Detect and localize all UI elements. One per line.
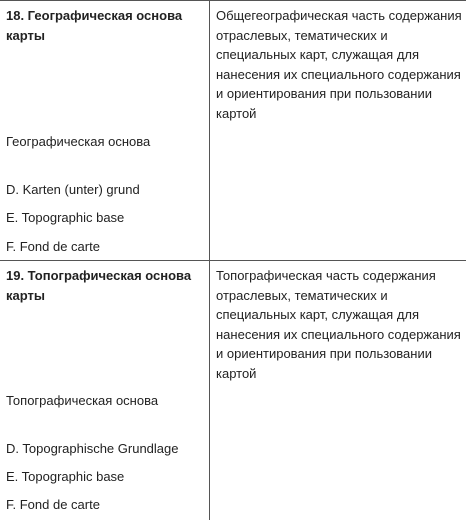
translation-en-18: E. Topographic base — [6, 210, 125, 225]
definition-18: Общегеографическая часть содержания отраслевых, тематических и специальных карт, служащая для нанесения их специального содержания и ориентирования при пользовании картой — [216, 8, 462, 121]
term-title-19: 19. Топографическая основа карты — [6, 268, 192, 303]
row-divider-top — [0, 0, 466, 1]
definition-19: Топографическая часть содержания отраслевых, тематических и специальных карт, служащая для нанесения их специального содержания и ориентирования при пользовании картой — [216, 268, 461, 381]
term-title-18: 18. Географическая основа карты — [6, 8, 183, 43]
translation-en-19: E. Topographic base — [6, 469, 125, 484]
translation-de-19: D. Topographische Grundlage — [6, 441, 179, 456]
translation-de-18: D. Karten (unter) grund — [6, 182, 140, 197]
translation-fr-18: F. Fond de carte — [6, 239, 100, 254]
synonym-19: Топографическая основа — [6, 393, 159, 408]
row-divider-middle — [0, 260, 466, 261]
translation-fr-19: F. Fond de carte — [6, 497, 100, 512]
synonym-18: Географическая основа — [6, 134, 151, 149]
